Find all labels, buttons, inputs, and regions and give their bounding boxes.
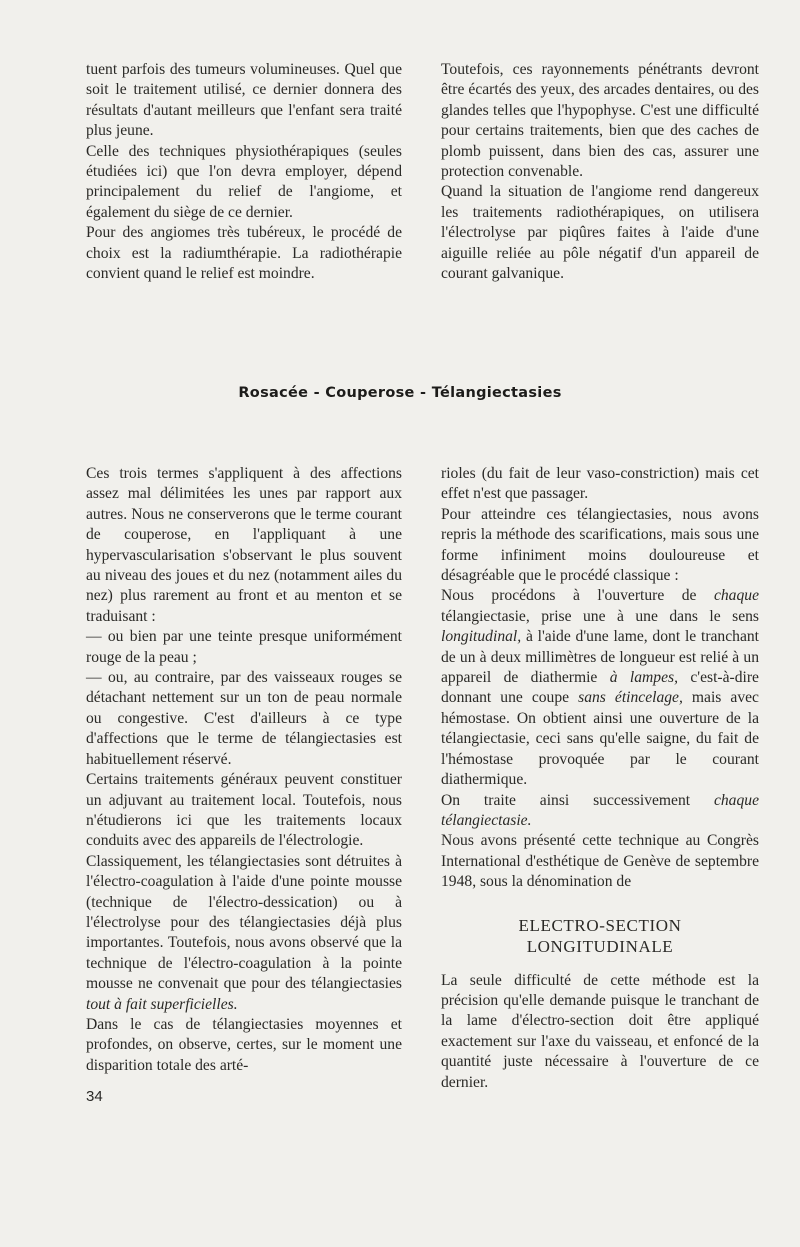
paragraph: rioles (du fait de leur vaso-constriction) mais cet effet n'est que passager.: [441, 465, 759, 503]
emphasis: sans étincelage,: [578, 689, 683, 707]
paragraph: Pour des angiomes très tubéreux, le procédé de choix est la radiumthérapie. La radiothérapie convient quand le relief est moindre.: [86, 224, 402, 283]
paragraph: — ou, au contraire, par des vaisseaux rouges se détachant nettement sur un ton de peau normale ou congestive. C'est d'ailleurs à ce type d'affections que le terme de télangiectasies est habituellement réservé.: [86, 669, 402, 768]
emphasis: chaque: [713, 587, 759, 605]
paragraph: Pour atteindre ces télangiectasies, nous avons repris la méthode des scarifications, mais sous une forme infiniment moins douloureuse et désagréable que le procédé classique :: [441, 505, 759, 585]
paragraph: — ou bien par une teinte presque uniformément rouge de la peau ;: [86, 628, 402, 666]
paragraph: La seule difficulté de cette méthode est la précision qu'elle demande puisque le tranchant de la lame d'électro-section doit être appliqué exactement sur l'axe du vaisseau, et enfoncé de la quantité juste nécessaire à l'ouverture de ce dernier.: [441, 971, 759, 1091]
text-run: On traite ainsi successivement: [441, 791, 691, 809]
paragraph: [441, 791, 759, 832]
paragraph: Certains traitements généraux peuvent constituer un adjuvant au traitement local. Toutefois, nous n'étudierons ici que les traitements locaux conduits avec des appareils de l'électrologie.: [86, 771, 402, 850]
paragraph: [441, 586, 759, 790]
paragraph: Dans le cas de télangiectasies moyennes et profondes, on observe, certes, sur le moment une disparition totale des arté-: [86, 1015, 402, 1074]
paragraph: [86, 852, 402, 1015]
text-run: télangiectasie, prise une à une dans le sens: [441, 607, 759, 625]
section-title: Rosacée - Couperose - Télangiectasies: [238, 385, 562, 401]
emphasis: tout à fait superficielles.: [86, 995, 238, 1013]
emphasis: à lampes,: [609, 669, 678, 687]
paragraph: Toutefois, ces rayonnements pénétrants devront être écartés des yeux, des arcades dentaires, ou des glandes telles que l'hypophyse. C'est une difficulté pour certains traitements, bien que des caches de plomb puissent, dans bien des cas, assurer une protection convenable.: [441, 61, 759, 181]
emphasis: longitudinal,: [441, 628, 522, 646]
text-run: Nous procédons à l'ouverture de: [441, 587, 697, 605]
text-run: mais avec hémostase. On obtient ainsi une ouverture de la télangiectasie, ceci sans qu'elle saigne, du fait de l'hémostase provoquée par le courant diathermique.: [441, 689, 759, 789]
paragraph: tuent parfois des tumeurs volumineuses. Quel que soit le traitement utilisé, ce dernier donnera des résultats d'autant meilleurs que l'enfant sera traité plus jeune.: [86, 61, 402, 140]
subheading: [441, 915, 759, 957]
top-right-column: [441, 60, 759, 284]
subheading-line: LONGITUDINALE: [526, 936, 674, 956]
paragraph-text: Classiquement, les télangiectasies sont détruites à l'électro-coagulation à l'aide d'une pointe mousse (technique de l'électro-dessication) ou à l'électrolyse pour des télangiectasies déjà plus importantes. Toutefois, nous avons observé que la technique de l'électro-coagulation à la pointe mousse ne convenait que pour des télangiectasies: [86, 852, 402, 993]
text-run: à l'aide d'une lame, dont le tranchant de un à deux millimètres de longueur est relié à un appareil de diathermie: [441, 628, 759, 687]
subheading-line: ELECTRO-SECTION: [518, 915, 682, 935]
emphasis: chaque télangiectasie.: [441, 791, 759, 829]
bottom-right-column: [441, 464, 759, 1093]
top-left-column: [86, 60, 402, 284]
paragraph: Nous avons présenté cette technique au Congrès International d'esthétique de Genève de septembre 1948, sous la dénomination de: [441, 832, 759, 891]
paragraph: Quand la situation de l'angiome rend dangereux les traitements radiothérapiques, on utilisera l'électrolyse par piqûres faites à l'aide d'une aiguille reliée au pôle négatif d'un appareil de courant galvanique.: [441, 183, 759, 283]
bottom-left-column: [86, 464, 402, 1076]
paragraph: Ces trois termes s'appliquent à des affections assez mal délimitées les unes par rapport aux autres. Nous ne conserverons que le terme courant de couperose, en l'appliquant à une hypervascularisation s'observant le plus souvent au niveau des joues et du nez (notamment ailes du nez) plus rarement au front et au menton et se traduisant :: [86, 465, 402, 625]
text-run: c'est-à-dire donnant une coupe: [441, 669, 759, 707]
paragraph: Celle des techniques physiothérapiques (seules étudiées ici) que l'on devra employer, dépend principalement du relief de l'angiome, et également du siège de ce dernier.: [86, 142, 402, 221]
page-number: 34: [86, 1088, 103, 1105]
